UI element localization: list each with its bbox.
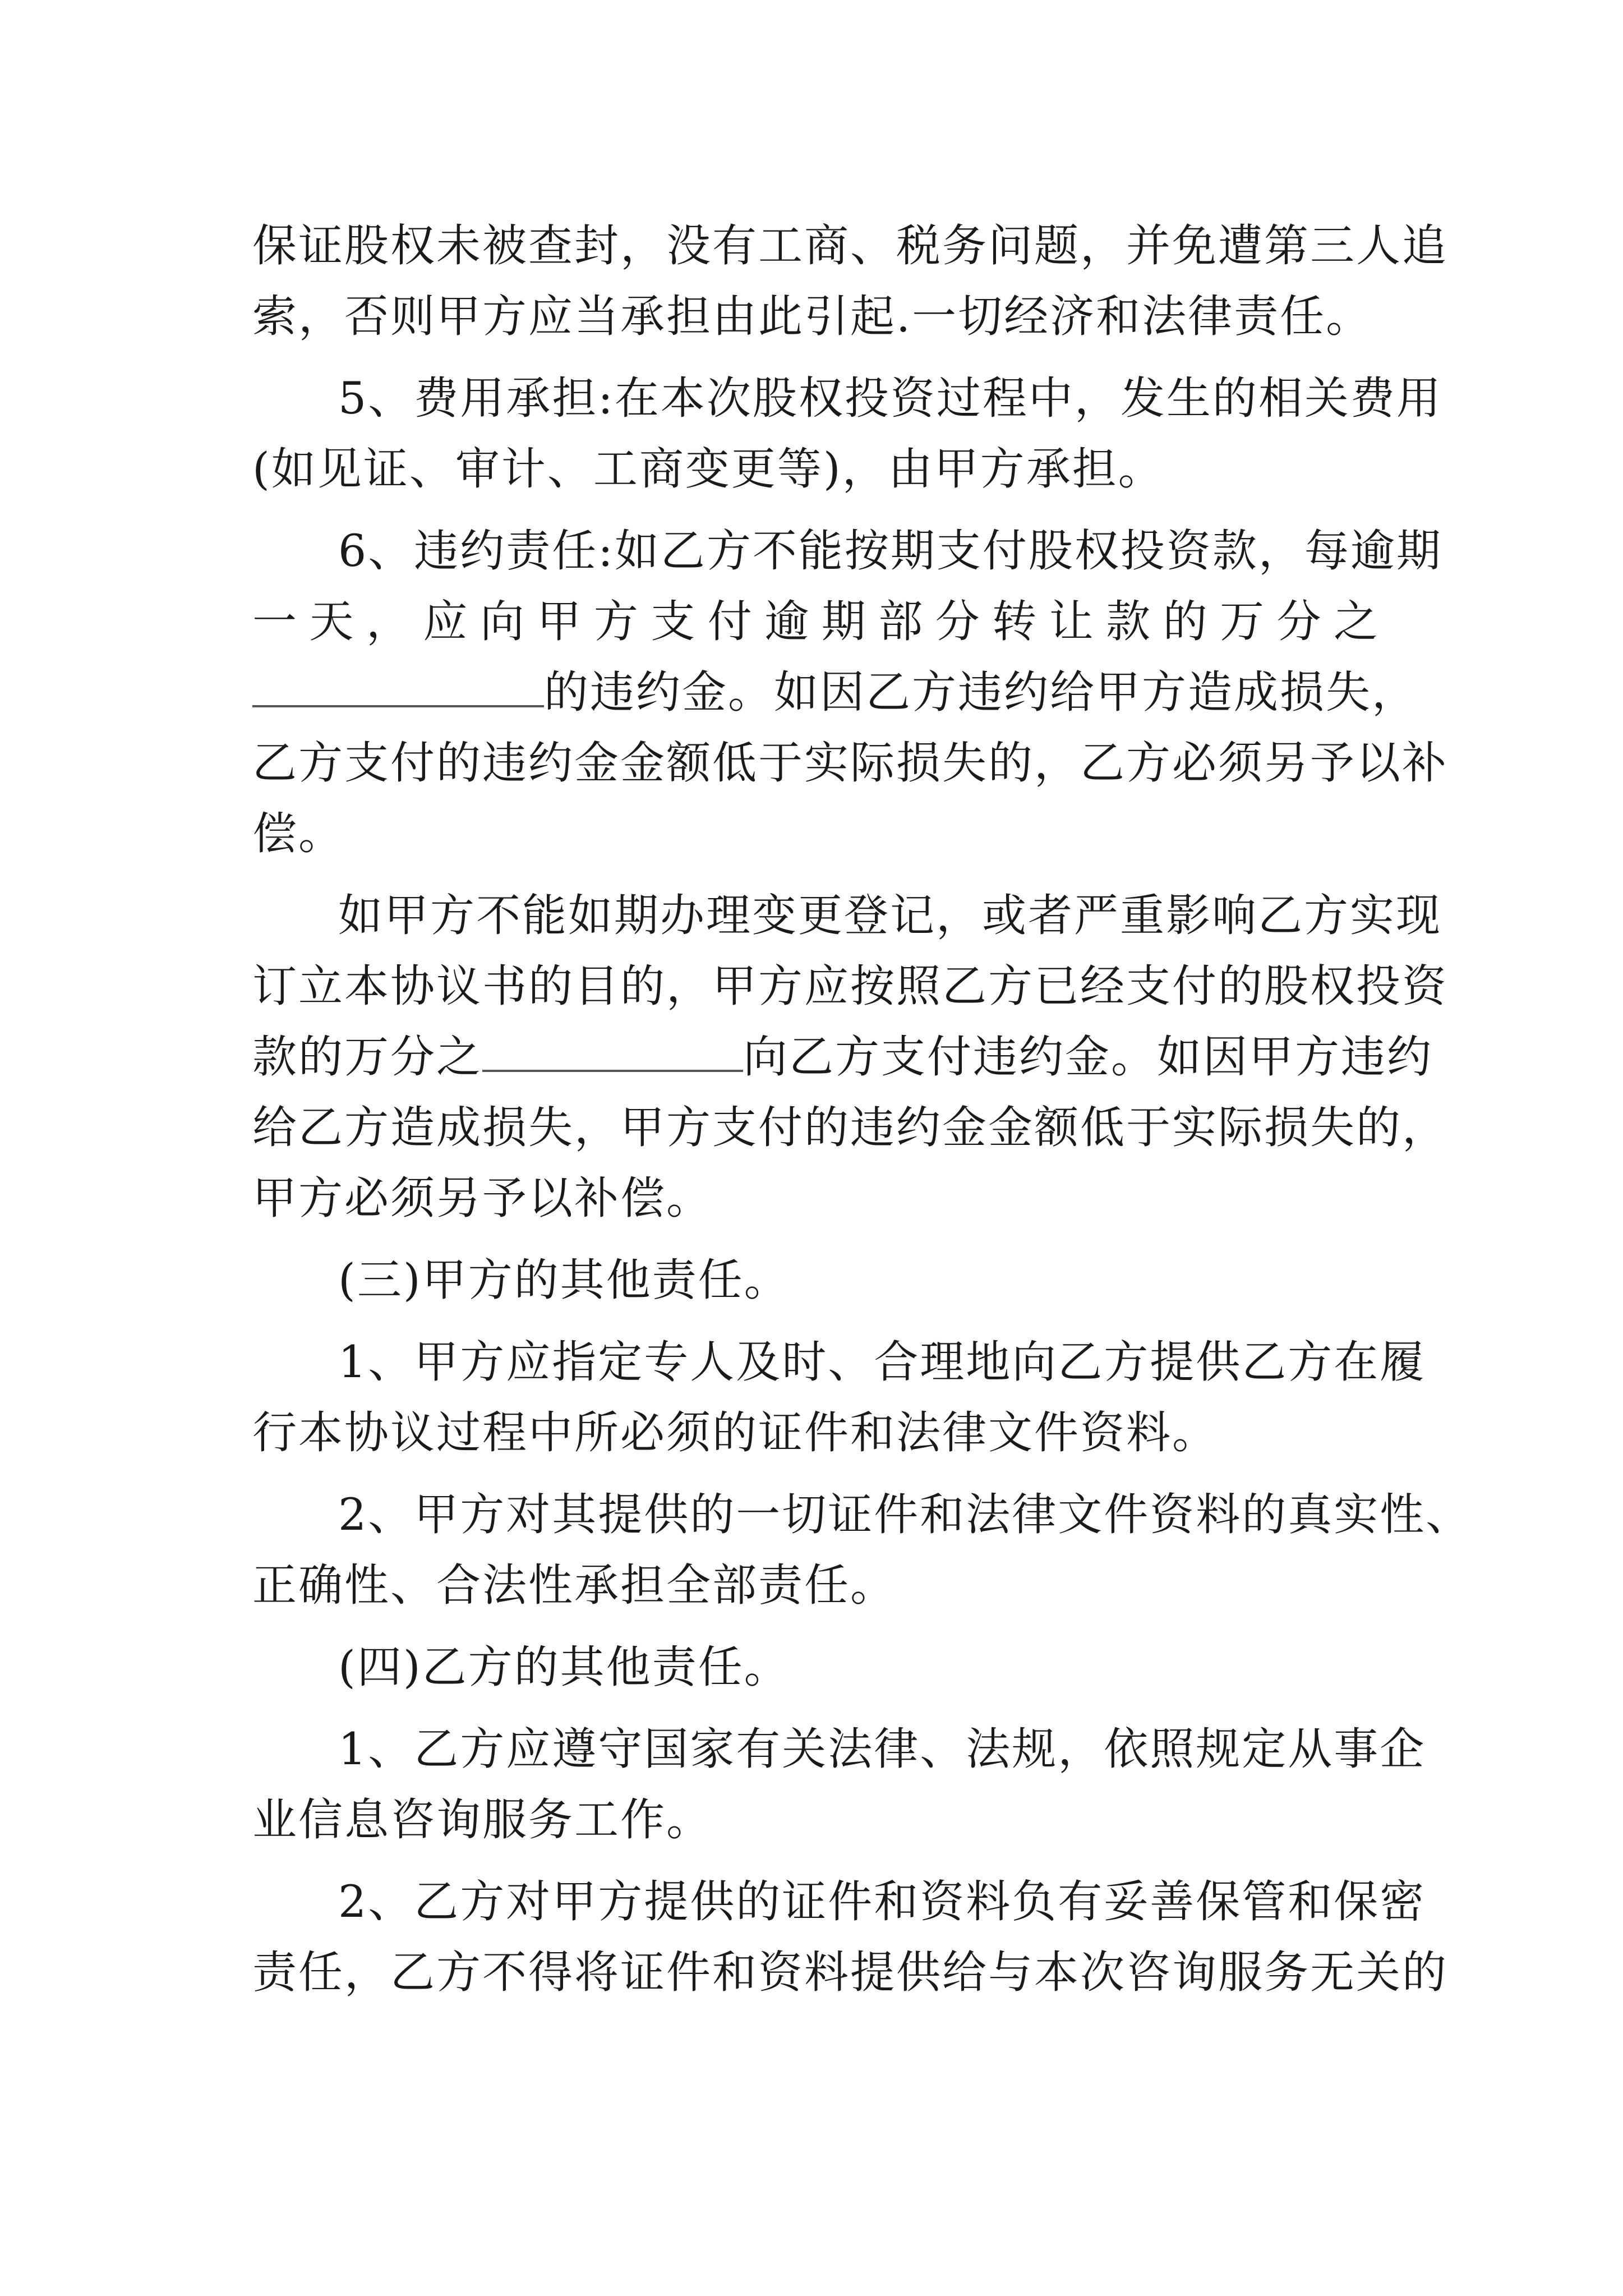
text-line: (如见证、审计、工商变更等)，由甲方承担。 xyxy=(252,443,1164,495)
text-segment: 的违约金。如因乙方违约给甲方造成损失， xyxy=(544,666,1418,718)
text-line: 正确性、合法性承担全部责任。 xyxy=(252,1559,896,1611)
section-heading: (三)甲方的其他责任。 xyxy=(338,1254,790,1306)
text-line: 索，否则甲方应当承担由此引起.一切经济和法律责任。 xyxy=(252,291,1372,342)
text-line-with-blank xyxy=(252,1029,1433,1085)
text-line: 1、甲方应指定专人及时、合理地向乙方提供乙方在履 xyxy=(338,1336,1426,1388)
fill-in-blank xyxy=(252,668,544,707)
text-line: 一天，应向甲方支付逾期部分转让款的万分之 xyxy=(252,596,1380,647)
text-line: 如甲方不能如期办理变更登记，或者严重影响乙方实现 xyxy=(338,890,1442,941)
text-line: 6、违约责任:如乙方不能按期支付股权投资款，每逾期 xyxy=(338,525,1442,577)
text-line-with-blank xyxy=(252,664,1418,720)
text-line: 偿。 xyxy=(252,808,344,859)
text-line: 5、费用承担:在本次股权投资过程中，发生的相关费用 xyxy=(338,372,1442,424)
text-line: 2、乙方对甲方提供的证件和资料负有妥善保管和保密 xyxy=(338,1876,1426,1927)
text-segment: 向乙方支付违约金。如因甲方违约 xyxy=(743,1031,1433,1083)
section-heading: (四)乙方的其他责任。 xyxy=(338,1641,790,1693)
text-line: 1、乙方应遵守国家有关法律、法规，依照规定从事企 xyxy=(338,1723,1426,1775)
text-line: 行本协议过程中所必须的证件和法律文件资料。 xyxy=(252,1407,1218,1458)
text-line: 保证股权未被查封，没有工商、税务问题，并免遭第三人追 xyxy=(252,220,1448,272)
text-line: 给乙方造成损失，甲方支付的违约金金额低于实际损失的， xyxy=(252,1102,1448,1153)
text-line: 责任，乙方不得将证件和资料提供给与本次咨询服务无关的 xyxy=(252,1947,1448,1998)
text-line: 2、甲方对其提供的一切证件和法律文件资料的真实性、 xyxy=(338,1489,1472,1540)
text-line: 乙方支付的违约金金额低于实际损失的，乙方必须另予以补 xyxy=(252,737,1448,789)
fill-in-blank xyxy=(482,1033,743,1072)
text-segment: 款的万分之 xyxy=(252,1031,482,1083)
text-line: 甲方必须另予以补偿。 xyxy=(252,1172,712,1224)
text-line: 订立本协议书的目的，甲方应按照乙方已经支付的股权投资 xyxy=(252,960,1448,1012)
text-line: 业信息咨询服务工作。 xyxy=(252,1794,712,1846)
